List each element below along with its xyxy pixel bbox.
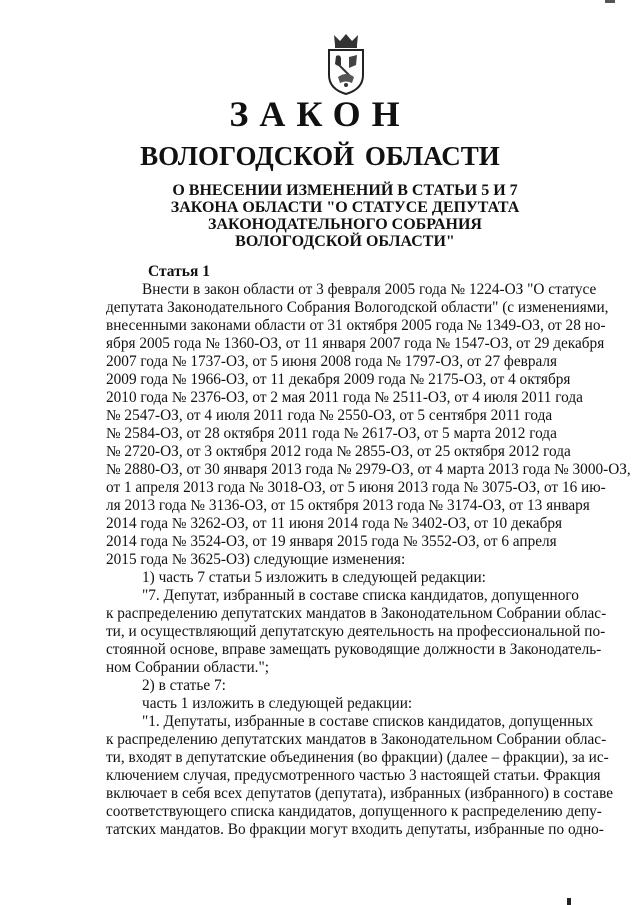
text-line: 1) часть 7 статьи 5 изложить в следующей редакции: — [142, 569, 486, 586]
law-title: ЗАКОН — [229, 94, 411, 134]
vologda-coat-of-arms-icon — [326, 33, 366, 95]
text-line: ля 2013 года № 3136-ОЗ, от 15 октября 2013 года № 3174-ОЗ, от 13 января — [106, 497, 590, 514]
text-line: к распределению депутатских мандатов в Законодательном Собрании облас- — [106, 731, 607, 748]
text-line: ября 2005 года № 1360-ОЗ, от 11 января 2007 года № 1547-ОЗ, от 29 декабря — [106, 335, 605, 352]
article-heading: Статья 1 — [148, 263, 210, 280]
text-line: 2015 года № 3625-ОЗ) следующие изменения: — [106, 551, 406, 568]
text-line: соответствующего списка кандидатов, допущенного к распределению депу- — [106, 803, 602, 820]
text-line: 2014 года № 3262-ОЗ, от 11 июня 2014 года № 3402-ОЗ, от 10 декабря — [106, 515, 563, 532]
text-line: включает в себя всех депутатов (депутата), избранных (избранного) в составе — [106, 785, 614, 802]
text-line: 2009 года № 1966-ОЗ, от 11 декабря 2009 года № 2175-ОЗ, от 4 октября — [106, 371, 571, 388]
text-line: 2010 года № 2376-ОЗ, от 2 мая 2011 года № 2511-ОЗ, от 4 июля 2011 года — [106, 389, 583, 406]
text-line: № 2720-ОЗ, от 3 октября 2012 года № 2855-ОЗ, от 25 октября 2012 года — [106, 443, 571, 460]
subtitle-line: ЗАКОНОДАТЕЛЬНОГО СОБРАНИЯ — [208, 216, 482, 233]
scan-mark-bottom — [567, 898, 571, 905]
law-subtitle — [150, 182, 540, 250]
text-line: № 2547-ОЗ, от 4 июля 2011 года № 2550-ОЗ, от 5 сентября 2011 года — [106, 407, 553, 424]
text-line: ти, входят в депутатские объединения (во фракции) (далее – фракции), за ис- — [106, 749, 609, 766]
region-title: ВОЛОГОДСКОЙ ОБЛАСТИ — [140, 141, 500, 171]
subtitle-line: ВОЛОГОДСКОЙ ОБЛАСТИ" — [235, 233, 455, 250]
text-line: "1. Депутаты, избранные в составе списков кандидатов, допущенных — [142, 713, 594, 730]
text-line: ти, и осуществляющий депутатскую деятельность на профессиональной по- — [106, 623, 606, 640]
scan-mark-top — [605, 0, 615, 3]
text-line: ключением случая, предусмотренного частью 3 настоящей статьи. Фракция — [106, 767, 601, 784]
text-line: № 2880-ОЗ, от 30 января 2013 года № 2979-ОЗ, от 4 марта 2013 года № 3000-ОЗ, — [106, 461, 631, 478]
subtitle-line: О ВНЕСЕНИИ ИЗМЕНЕНИЙ В СТАТЬИ 5 И 7 — [172, 182, 518, 199]
text-line: 2) в статье 7: — [142, 677, 226, 694]
text-line: татских мандатов. Во фракции могут входить депутаты, избранные по одно- — [106, 821, 604, 838]
text-line: 2007 года № 1737-ОЗ, от 5 июня 2008 года № 1797-ОЗ, от 27 февраля — [106, 353, 558, 370]
text-line: к распределению депутатских мандатов в Законодательном Собрании облас- — [106, 605, 607, 622]
subtitle-line: ЗАКОНА ОБЛАСТИ "О СТАТУСЕ ДЕПУТАТА — [170, 199, 520, 216]
text-line: Внести в закон области от 3 февраля 2005 года № 1224-ОЗ "О статусе — [142, 281, 597, 298]
text-line: от 1 апреля 2013 года № 3018-ОЗ, от 5 июня 2013 года № 3075-ОЗ, от 16 ию- — [106, 479, 606, 496]
text-line: № 2584-ОЗ, от 28 октября 2011 года № 2617-ОЗ, от 5 марта 2012 года — [106, 425, 557, 442]
text-line: депутата Законодательного Собрания Вологодской области" (с изменениями, — [106, 299, 609, 316]
text-line: внесенными законами области от 31 октября 2005 года № 1349-ОЗ, от 28 но- — [106, 317, 606, 334]
text-line: 2014 года № 3524-ОЗ, от 19 января 2015 года № 3552-ОЗ, от 6 апреля — [106, 533, 557, 550]
text-line: часть 1 изложить в следующей редакции: — [142, 695, 413, 712]
text-line: ном Собрании области."; — [106, 659, 269, 676]
text-line: стоянной основе, вправе замещать руководящие должности в Законодатель- — [106, 641, 602, 658]
article-body — [106, 281, 631, 839]
text-line: "7. Депутат, избранный в составе списка кандидатов, допущенного — [142, 587, 579, 604]
